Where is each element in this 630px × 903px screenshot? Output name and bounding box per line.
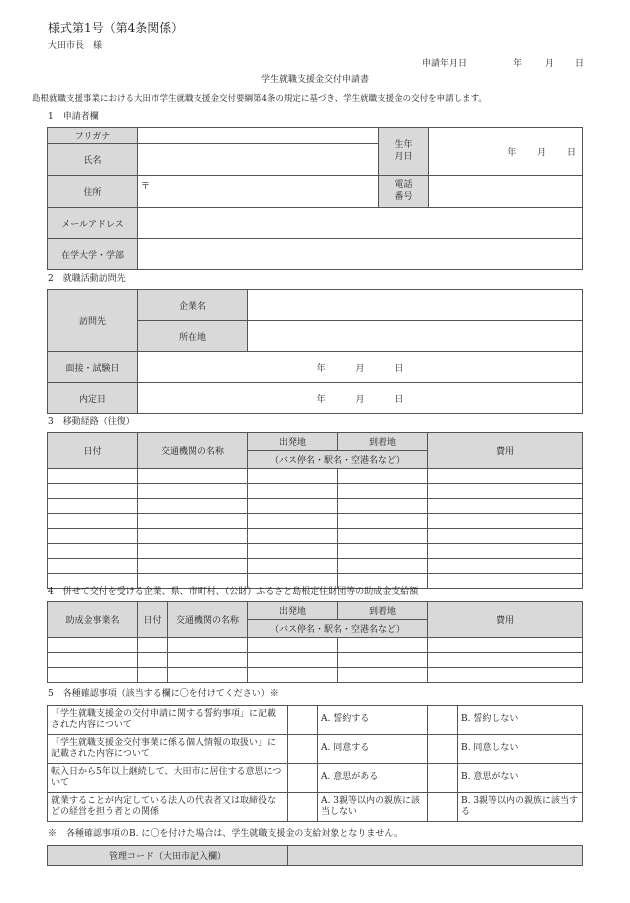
route-cell[interactable] <box>48 469 138 484</box>
subsidy-transport-header: 交通機関の名称 <box>168 602 248 638</box>
option-b-label: B. 誓約しない <box>458 706 583 735</box>
route-cell[interactable] <box>48 499 138 514</box>
date-label: 申請年月日 <box>422 59 468 69</box>
route-cell[interactable] <box>138 484 248 499</box>
option-b-label: B. 3親等以内の親族に該当する <box>458 793 583 822</box>
route-cell[interactable] <box>428 529 583 544</box>
addressee: 大田市長 様 <box>48 41 103 51</box>
birth-label: 生年月日 <box>379 128 429 176</box>
intro-text: 島根就職支援事業における大田市学生就職支援金交付要綱第4条の規定に基づき、学生就職支援金の交付を申請します。 <box>32 94 487 104</box>
route-place-note: （バス停名・駅名・空港名など） <box>248 451 428 469</box>
route-cell[interactable] <box>338 529 428 544</box>
route-cell[interactable] <box>48 484 138 499</box>
option-a-mark[interactable] <box>288 764 318 793</box>
subsidy-cell[interactable] <box>168 638 248 653</box>
birth-day: 日 <box>566 148 576 158</box>
admin-code-field[interactable] <box>288 846 583 866</box>
subsidy-row <box>48 638 583 653</box>
option-b-mark[interactable] <box>428 735 458 764</box>
route-row <box>48 514 583 529</box>
confirmation-question: 転入日から5年以上継続して、大田市に居住する意思について <box>48 764 288 793</box>
interview-label: 面接・試験日 <box>48 352 138 383</box>
route-to-header: 到着地 <box>338 433 428 451</box>
route-cell[interactable] <box>338 544 428 559</box>
subsidy-row <box>48 668 583 683</box>
option-b-mark[interactable] <box>428 706 458 735</box>
school-field[interactable] <box>138 239 583 270</box>
section2-heading: 2 就職活動訪問先 <box>48 274 126 284</box>
route-cell[interactable] <box>138 499 248 514</box>
company-label: 企業名 <box>138 290 248 321</box>
location-label: 所在地 <box>138 321 248 352</box>
route-cell[interactable] <box>248 469 338 484</box>
subsidy-from-header: 出発地 <box>248 602 338 620</box>
birth-year: 年 <box>507 148 517 158</box>
subsidy-cell[interactable] <box>428 668 583 683</box>
document-title: 学生就職支援金交付申請書 <box>260 75 369 85</box>
route-cell[interactable] <box>428 499 583 514</box>
option-a-label: A. 誓約する <box>318 706 428 735</box>
route-row <box>48 499 583 514</box>
option-a-label: A. 同意する <box>318 735 428 764</box>
interview-date-field[interactable] <box>138 352 583 383</box>
route-cell[interactable] <box>338 514 428 529</box>
phone-field[interactable] <box>429 176 583 208</box>
postal-mark: 〒 <box>141 182 151 192</box>
birth-month: 月 <box>537 148 547 158</box>
route-transport-header: 交通機関の名称 <box>138 433 248 469</box>
route-cost-header: 費用 <box>428 433 583 469</box>
confirmation-row <box>48 793 583 822</box>
applicant-table <box>47 127 583 270</box>
route-row <box>48 544 583 559</box>
interview-month: 月 <box>355 363 365 374</box>
subsidy-cost-header: 費用 <box>428 602 583 638</box>
route-cell[interactable] <box>138 544 248 559</box>
subsidy-cell[interactable] <box>48 668 138 683</box>
confirmation-table <box>47 705 583 822</box>
date-day: 日 <box>575 59 585 69</box>
section5-heading: 5 各種確認事項（該当する欄に〇を付けてください）※ <box>48 689 279 699</box>
email-label: メールアドレス <box>48 208 138 239</box>
route-cell[interactable] <box>428 469 583 484</box>
name-label: 氏名 <box>48 144 138 176</box>
route-cell[interactable] <box>248 529 338 544</box>
route-cell[interactable] <box>428 484 583 499</box>
address-field[interactable] <box>138 176 379 208</box>
company-field[interactable] <box>248 290 583 321</box>
subsidy-cell[interactable] <box>138 653 168 668</box>
offer-year: 年 <box>316 394 326 405</box>
route-cell[interactable] <box>428 559 583 574</box>
furigana-field[interactable] <box>138 128 379 144</box>
route-cell[interactable] <box>138 529 248 544</box>
section3-heading: 3 移動経路（往復） <box>48 417 135 427</box>
route-cell[interactable] <box>248 544 338 559</box>
subsidy-cell[interactable] <box>138 638 168 653</box>
furigana-label: フリガナ <box>48 128 138 144</box>
route-row <box>48 469 583 484</box>
route-cell[interactable] <box>338 499 428 514</box>
route-cell[interactable] <box>248 559 338 574</box>
interview-day: 日 <box>394 363 404 374</box>
form-number: 様式第1号（第4条関係） <box>48 21 184 35</box>
option-a-label: A. 意思がある <box>318 764 428 793</box>
subsidy-cell[interactable] <box>338 668 428 683</box>
offer-label: 内定日 <box>48 383 138 414</box>
admin-table <box>47 845 583 866</box>
option-b-mark[interactable] <box>428 764 458 793</box>
route-from-header: 出発地 <box>248 433 338 451</box>
route-cell[interactable] <box>428 544 583 559</box>
route-cell[interactable] <box>48 559 138 574</box>
subsidy-table <box>47 601 583 683</box>
route-row <box>48 484 583 499</box>
subsidy-program-header: 助成金事業名 <box>48 602 138 638</box>
location-field[interactable] <box>248 321 583 352</box>
option-a-mark[interactable] <box>288 793 318 822</box>
subsidy-place-note: （バス停名・駅名・空港名など） <box>248 620 428 638</box>
subsidy-to-header: 到着地 <box>338 602 428 620</box>
route-cell[interactable] <box>138 559 248 574</box>
section5-note: ※ 各種確認事項のB. に〇を付けた場合は、学生就職支援金の支給対象となりません。 <box>48 829 403 839</box>
subsidy-cell[interactable] <box>338 638 428 653</box>
confirmation-row <box>48 735 583 764</box>
option-b-label: B. 意思がない <box>458 764 583 793</box>
route-table <box>47 432 583 589</box>
section1-heading: 1 申請者欄 <box>48 112 99 122</box>
option-a-mark[interactable] <box>288 706 318 735</box>
subsidy-date-header: 日付 <box>138 602 168 638</box>
subsidy-cell[interactable] <box>168 653 248 668</box>
route-cell[interactable] <box>338 559 428 574</box>
confirmation-row <box>48 764 583 793</box>
subsidy-cell[interactable] <box>168 668 248 683</box>
address-label: 住所 <box>48 176 138 208</box>
route-date-header: 日付 <box>48 433 138 469</box>
route-cell[interactable] <box>138 514 248 529</box>
route-cell[interactable] <box>248 484 338 499</box>
date-year: 年 <box>513 59 523 69</box>
route-cell[interactable] <box>48 514 138 529</box>
option-b-mark[interactable] <box>428 793 458 822</box>
offer-month: 月 <box>355 394 365 405</box>
subsidy-cell[interactable] <box>338 653 428 668</box>
subsidy-cell[interactable] <box>428 638 583 653</box>
subsidy-row <box>48 653 583 668</box>
email-field[interactable] <box>138 208 583 239</box>
route-row <box>48 529 583 544</box>
subsidy-cell[interactable] <box>248 638 338 653</box>
subsidy-cell[interactable] <box>138 668 168 683</box>
offer-date-field[interactable] <box>138 383 583 414</box>
route-cell[interactable] <box>428 574 583 589</box>
admin-code-label: 管理コード（大田市記入欄） <box>48 846 288 866</box>
option-b-label: B. 同意しない <box>458 735 583 764</box>
subsidy-cell[interactable] <box>248 668 338 683</box>
offer-day: 日 <box>394 394 404 405</box>
confirmation-row <box>48 706 583 735</box>
confirmation-question: 「学生就職支援金交付事業に係る個人情報の取扱い」に記載された内容について <box>48 735 288 764</box>
school-label: 在学大学・学部 <box>48 239 138 270</box>
birth-field[interactable] <box>429 128 583 176</box>
route-cell[interactable] <box>428 514 583 529</box>
route-cell[interactable] <box>138 469 248 484</box>
interview-year: 年 <box>316 363 326 374</box>
confirmation-question: 就業することが内定している法人の代表者又は取締役などの経営を担う者との関係 <box>48 793 288 822</box>
date-month: 月 <box>545 59 555 69</box>
visit-table <box>47 289 583 414</box>
route-cell[interactable] <box>338 469 428 484</box>
subsidy-cell[interactable] <box>48 653 138 668</box>
visit-label: 訪問先 <box>48 290 138 352</box>
route-cell[interactable] <box>48 529 138 544</box>
route-cell[interactable] <box>248 499 338 514</box>
subsidy-cell[interactable] <box>248 653 338 668</box>
option-a-label: A. 3親等以内の親族に該当しない <box>318 793 428 822</box>
section4-heading: 4 併せて交付を受ける企業、県、市町村、（公財）ふるさと島根定住財団等の助成金支給額 <box>48 587 419 597</box>
route-cell[interactable] <box>248 514 338 529</box>
option-a-mark[interactable] <box>288 735 318 764</box>
confirmation-question: 「学生就職支援金の交付申請に関する誓約事項」に記載された内容について <box>48 706 288 735</box>
phone-label: 電話番号 <box>379 176 429 208</box>
subsidy-cell[interactable] <box>48 638 138 653</box>
route-cell[interactable] <box>48 544 138 559</box>
name-field[interactable] <box>138 144 379 176</box>
route-row <box>48 559 583 574</box>
subsidy-cell[interactable] <box>428 653 583 668</box>
route-cell[interactable] <box>338 484 428 499</box>
